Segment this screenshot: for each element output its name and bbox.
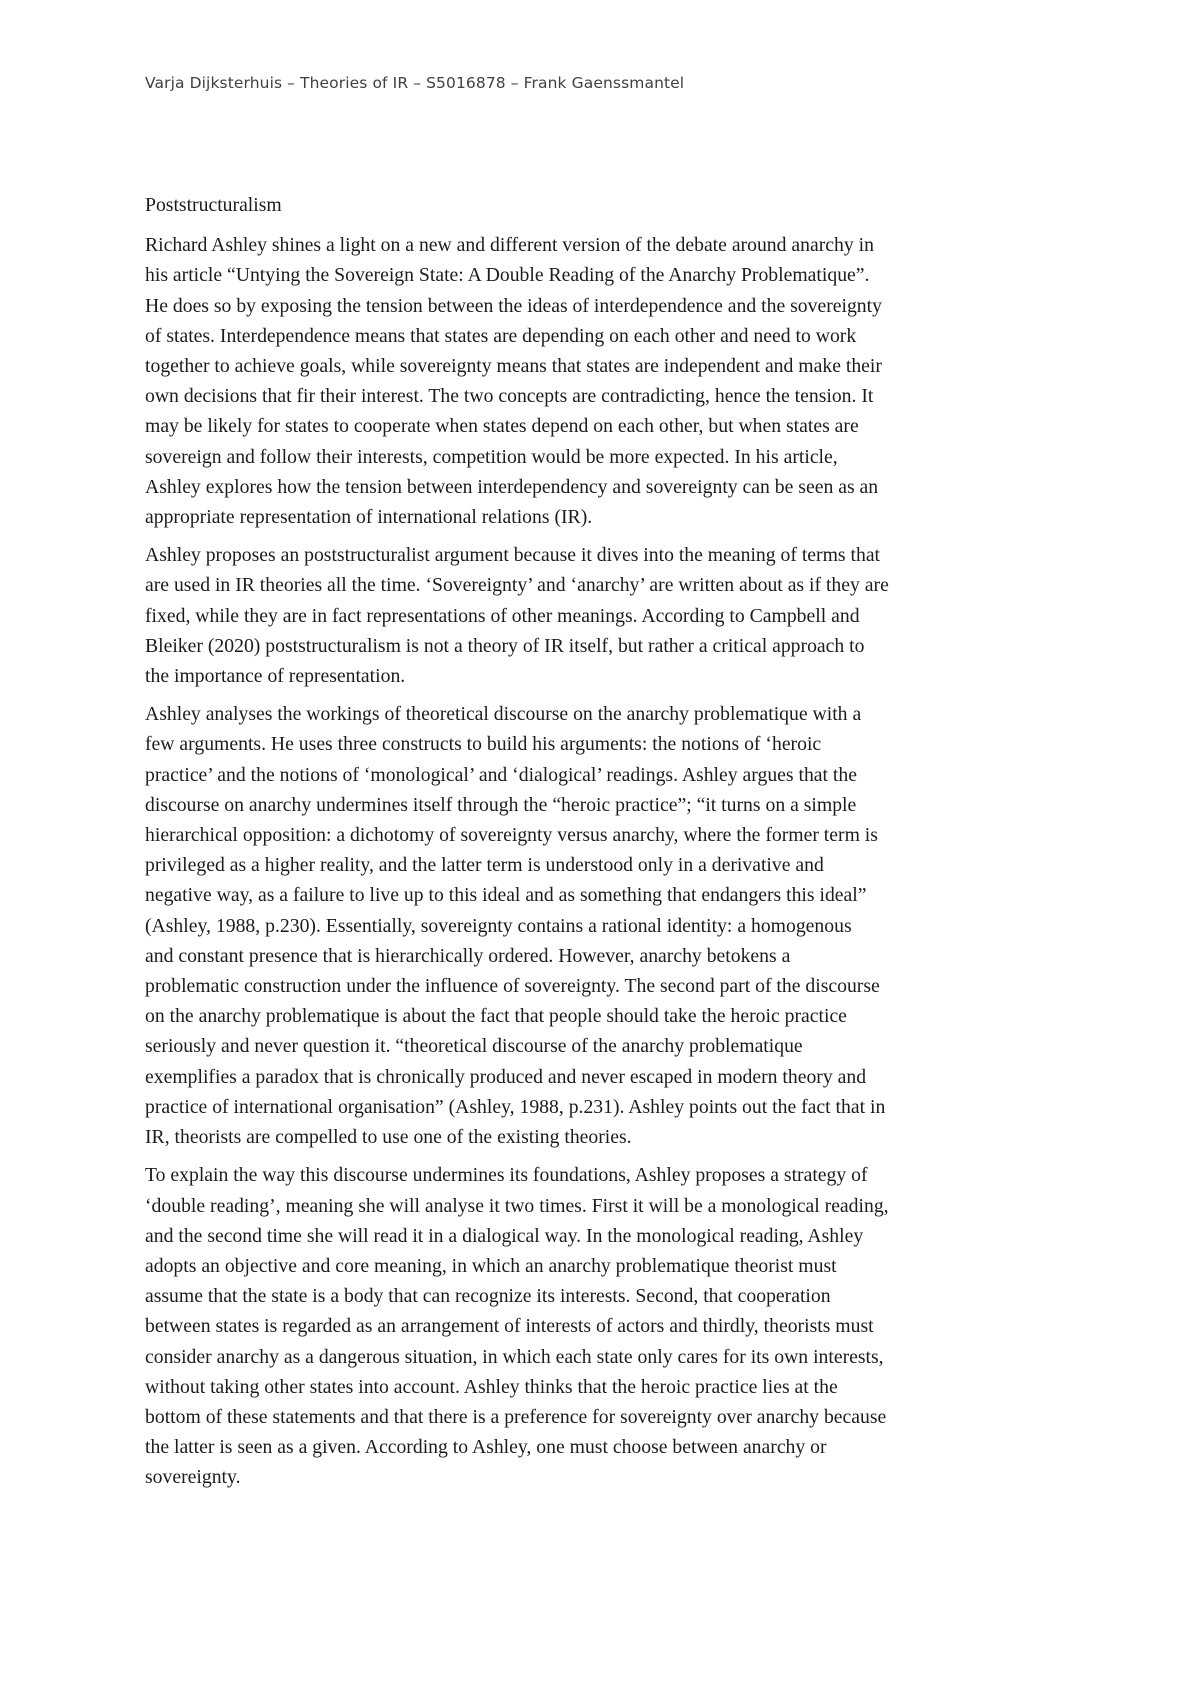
text-line: discourse on anarchy undermines itself through the “heroic practice”; “it turns on a simple bbox=[145, 793, 857, 816]
text-line: fixed, while they are in fact representations of other meanings. According to Campbell and bbox=[145, 604, 860, 627]
section-title: Poststructuralism bbox=[145, 194, 282, 216]
text-line: Ashley explores how the tension between interdependency and sovereignty can be seen as an bbox=[145, 475, 879, 498]
text-line: hierarchical opposition: a dichotomy of sovereignty versus anarchy, where the former term is bbox=[145, 824, 878, 847]
text-line: without taking other states into account. Ashley thinks that the heroic practice lies at the bbox=[145, 1375, 838, 1398]
paragraph bbox=[145, 230, 1070, 532]
text-line: assume that the state is a body that can recognize its interests. Second, that cooperation bbox=[145, 1285, 831, 1308]
text-line: Richard Ashley shines a light on a new and different version of the debate around anarchy in bbox=[145, 234, 874, 257]
text-line: together to achieve goals, while sovereignty means that states are independent and make their bbox=[145, 355, 882, 378]
text-line: practice’ and the notions of ‘monological’ and ‘dialogical’ readings. Ashley argues that the bbox=[145, 763, 857, 786]
running-header: Varja Dijksterhuis – Theories of IR – S5016878 – Frank Gaenssmantel bbox=[145, 74, 685, 92]
text-line: between states is regarded as an arrangement of interests of actors and thirdly, theorists must bbox=[145, 1315, 874, 1338]
text-line: and the second time she will read it in a dialogical way. In the monological reading, Ashley bbox=[145, 1224, 864, 1247]
text-line: sovereign and follow their interests, competition would be more expected. In his article, bbox=[145, 445, 838, 468]
text-line: of states. Interdependence means that states are depending on each other and need to work bbox=[145, 324, 857, 347]
text-line: the importance of representation. bbox=[145, 665, 406, 688]
text-line: To explain the way this discourse undermines its foundations, Ashley proposes a strategy of bbox=[145, 1164, 868, 1187]
document-body bbox=[145, 190, 1070, 1501]
text-line: may be likely for states to cooperate when states depend on each other, but when states are bbox=[145, 415, 859, 438]
text-line: ‘double reading’, meaning she will analyse it two times. First it will be a monological reading, bbox=[145, 1194, 889, 1217]
text-line: He does so by exposing the tension between the ideas of interdependence and the sovereignty bbox=[145, 294, 882, 317]
paragraph bbox=[145, 540, 1070, 691]
text-line: appropriate representation of international relations (IR). bbox=[145, 506, 593, 529]
text-line: consider anarchy as a dangerous situation, in which each state only cares for its own interests, bbox=[145, 1345, 884, 1368]
text-line: exemplifies a paradox that is chronically produced and never escaped in modern theory and bbox=[145, 1065, 867, 1088]
text-line: (Ashley, 1988, p.230). Essentially, sovereignty contains a rational identity: a homogenous bbox=[145, 914, 852, 937]
text-line: problematic construction under the influence of sovereignty. The second part of the discourse bbox=[145, 975, 880, 998]
text-line: few arguments. He uses three constructs to build his arguments: the notions of ‘heroic bbox=[145, 733, 822, 756]
text-line: on the anarchy problematique is about the fact that people should take the heroic practice bbox=[145, 1005, 847, 1028]
text-line: are used in IR theories all the time. ‘Sovereignty’ and ‘anarchy’ are written about as if they are bbox=[145, 574, 889, 597]
text-line: sovereignty. bbox=[145, 1466, 241, 1489]
text-line: Ashley proposes an poststructuralist argument because it dives into the meaning of terms that bbox=[145, 544, 881, 567]
text-line: and constant presence that is hierarchically ordered. However, anarchy betokens a bbox=[145, 944, 791, 967]
paragraph bbox=[145, 699, 1070, 1152]
text-line: own decisions that fir their interest. The two concepts are contradicting, hence the tension. It bbox=[145, 385, 874, 408]
text-line: practice of international organisation” (Ashley, 1988, p.231). Ashley points out the fact that in bbox=[145, 1095, 886, 1118]
text-line: negative way, as a failure to live up to this ideal and as something that endangers this ideal” bbox=[145, 884, 867, 907]
text-line: IR, theorists are compelled to use one of the existing theories. bbox=[145, 1126, 632, 1149]
text-line: adopts an objective and core meaning, in which an anarchy problematique theorist must bbox=[145, 1254, 837, 1277]
paragraph-list bbox=[145, 230, 1070, 1492]
paragraph bbox=[145, 1160, 1070, 1492]
text-line: Ashley analyses the workings of theoretical discourse on the anarchy problematique with a bbox=[145, 703, 862, 726]
text-line: seriously and never question it. “theoretical discourse of the anarchy problematique bbox=[145, 1035, 803, 1058]
text-line: his article “Untying the Sovereign State: A Double Reading of the Anarchy Problematique”. bbox=[145, 264, 870, 287]
text-line: Bleiker (2020) poststructuralism is not a theory of IR itself, but rather a critical approach to bbox=[145, 634, 865, 657]
text-line: privileged as a higher reality, and the latter term is understood only in a derivative and bbox=[145, 854, 824, 877]
text-line: bottom of these statements and that there is a preference for sovereignty over anarchy because bbox=[145, 1405, 887, 1428]
text-line: the latter is seen as a given. According to Ashley, one must choose between anarchy or bbox=[145, 1436, 827, 1459]
